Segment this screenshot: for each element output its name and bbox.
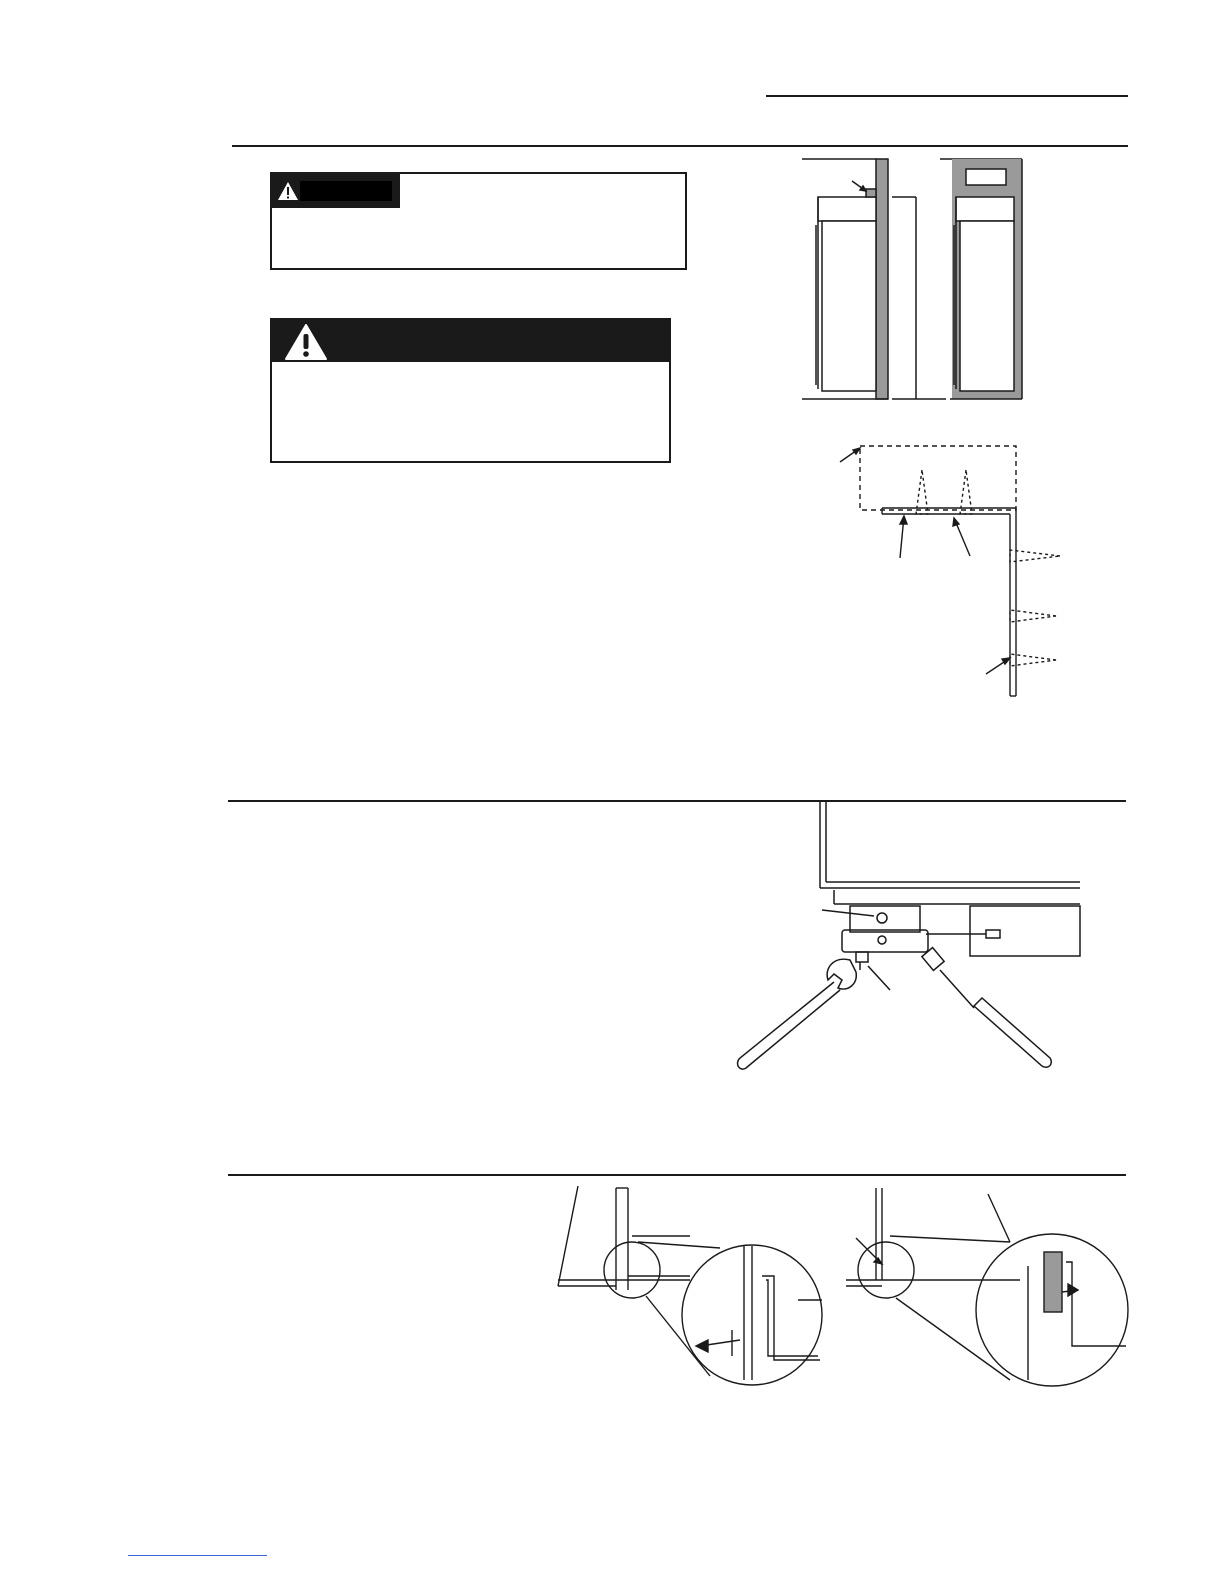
- section-rule-3: [228, 1174, 1126, 1176]
- caution-label: [300, 181, 392, 201]
- warning-triangle-icon: [284, 323, 328, 361]
- warning-notice: [270, 318, 671, 463]
- warning-triangle-icon: [277, 181, 299, 201]
- footer-link-underline[interactable]: [128, 1555, 267, 1556]
- caution-notice: [270, 172, 687, 270]
- warning-header-bar: [272, 320, 669, 362]
- leveling-leg-with-wrench-and-screwdriver: [730, 800, 1090, 1080]
- anti-tip-bracket-diagram: [834, 440, 1074, 700]
- header-rule-short: [766, 95, 1128, 97]
- cabinet-elevation-diagram: [800, 155, 1040, 405]
- side-trim-magnified-details: [550, 1180, 1130, 1400]
- section-rule-1: [232, 145, 1128, 147]
- caution-label-tab: [272, 174, 400, 208]
